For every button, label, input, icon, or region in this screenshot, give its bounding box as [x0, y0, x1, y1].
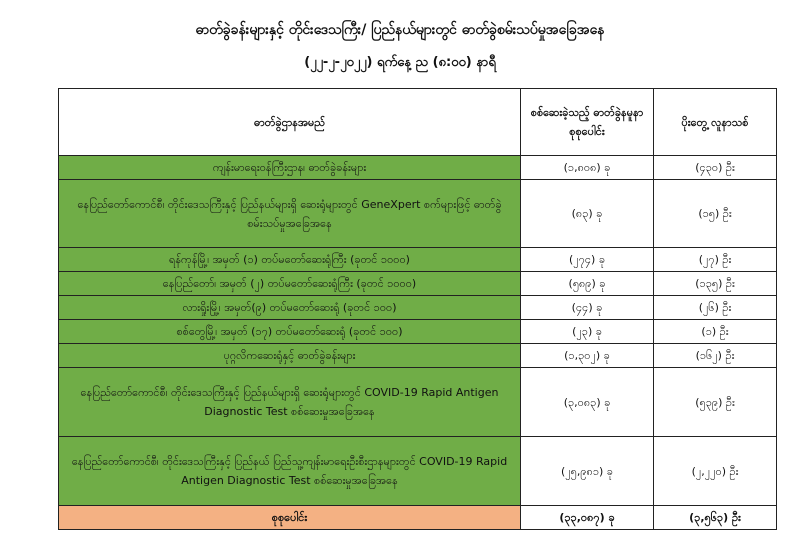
total-label: စုစုပေါင်း: [59, 506, 521, 530]
table-row: [59, 272, 777, 296]
header-new-cases: ပိုးတွေ့ လူနာသစ်: [654, 89, 777, 156]
page-subtitle-date: (၂၂-၂-၂၀၂၂) ရက်နေ့ ည (၈:၀၀) နာရီ: [304, 55, 496, 70]
tested-cell: (၅၈၉) ခု: [521, 272, 654, 296]
lab-name-cell: ရန်ကုန်မြို့၊ အမှတ် (၁) တပ်မတော်ဆေးရုံကြီး (ခုတင် ၁၀၀၀): [59, 248, 521, 272]
new-cases-cell: (၁၃၅) ဦး: [654, 272, 777, 296]
lab-name-cell: နေပြည်တော်၊ အမှတ် (၂) တပ်မတော်ဆေးရုံကြီး (ခုတင် ၁၀၀၀): [59, 272, 521, 296]
table-header-row: [59, 89, 777, 156]
table-row: [59, 437, 777, 506]
table-row: [59, 320, 777, 344]
lab-name-cell: လားရှိုးမြို့၊ အမှတ်(၉) တပ်မတော်ဆေးရုံ (ခုတင် ၁၀၀): [59, 296, 521, 320]
table-row: [59, 368, 777, 437]
new-cases-cell: (၂၆) ဦး: [654, 296, 777, 320]
new-cases-cell: (၅၃၉) ဦး: [654, 368, 777, 437]
new-cases-cell: (၁) ဦး: [654, 320, 777, 344]
tested-cell: (၂၅,၉၈၁) ခု: [521, 437, 654, 506]
new-cases-cell: (၄၃၀) ဦး: [654, 156, 777, 180]
table-row: [59, 344, 777, 368]
header-lab-name: ဓာတ်ခွဲဌာနအမည်: [59, 89, 521, 156]
new-cases-cell: (၂,၂၂၀) ဦး: [654, 437, 777, 506]
lab-name-cell: နေပြည်တော်ကောင်စီ၊ တိုင်းဒေသကြီးနှင့် ပြည်နယ်များရှိ ဆေးရုံများတွင် GeneXpert စက်များဖြင့် ဓာတ်ခွဲစမ်းသပ်မှုအခြေအနေ: [59, 180, 521, 248]
new-cases-cell: (၂၇) ဦး: [654, 248, 777, 272]
lab-name-cell: ကျန်းမာရေးဝန်ကြီးဌာန၊ ဓာတ်ခွဲခန်းများ: [59, 156, 521, 180]
new-cases-cell: (၁၅) ဦး: [654, 180, 777, 248]
tested-cell: (၃,၀၈၃) ခု: [521, 368, 654, 437]
tested-cell: (၈၃) ခု: [521, 180, 654, 248]
tested-cell: (၄၄) ခု: [521, 296, 654, 320]
table-row: [59, 248, 777, 272]
new-cases-cell: (၁၆၂) ဦး: [654, 344, 777, 368]
lab-name-cell: ပုဂ္ဂလိကဆေးရုံနှင့် ဓာတ်ခွဲခန်းများ: [59, 344, 521, 368]
table-row: [59, 296, 777, 320]
tested-cell: (၂၃) ခု: [521, 320, 654, 344]
lab-name-cell: စစ်တွေမြို့၊ အမှတ် (၁၇) တပ်မတော်ဆေးရုံ (ခုတင် ၁၀၀): [59, 320, 521, 344]
tested-cell: (၂၇၄) ခု: [521, 248, 654, 272]
table-row: [59, 156, 777, 180]
lab-name-cell: နေပြည်တော်ကောင်စီ၊ တိုင်းဒေသကြီးနှင့် ပြည်နယ် ပြည်သူ့ကျန်းမာရေးဦးစီးဌာနများတွင် COVID-19 Rapid Antigen Diagnostic Test စစ်ဆေးမှုအခြေအနေ: [59, 437, 521, 506]
total-new-cases: (၃,၅၆၃) ဦး: [654, 506, 777, 530]
lab-testing-table: [58, 88, 777, 530]
page-title: ဓာတ်ခွဲခန်းများနှင့် တိုင်းဒေသကြီး/ ပြည်နယ်များတွင် ဓာတ်ခွဲစမ်းသပ်မှုအခြေအနေ: [195, 22, 605, 38]
lab-name-cell: နေပြည်တော်ကောင်စီ၊ တိုင်းဒေသကြီးနှင့် ပြည်နယ်များရှိ ဆေးရုံများတွင် COVID-19 Rapid Antigen Diagnostic Test စစ်ဆေးမှုအခြေအနေ: [59, 368, 521, 437]
table-row: [59, 180, 777, 248]
tested-cell: (၁,၈၀၈) ခု: [521, 156, 654, 180]
tested-cell: (၁,၃၀၂) ခု: [521, 344, 654, 368]
total-tested: (၃၃,၀၈၇) ခု: [521, 506, 654, 530]
header-tested-total: စစ်ဆေးခဲ့သည့် ဓာတ်ခွဲနမူနာ စုစုပေါင်း: [521, 89, 654, 156]
total-row: [59, 506, 777, 530]
